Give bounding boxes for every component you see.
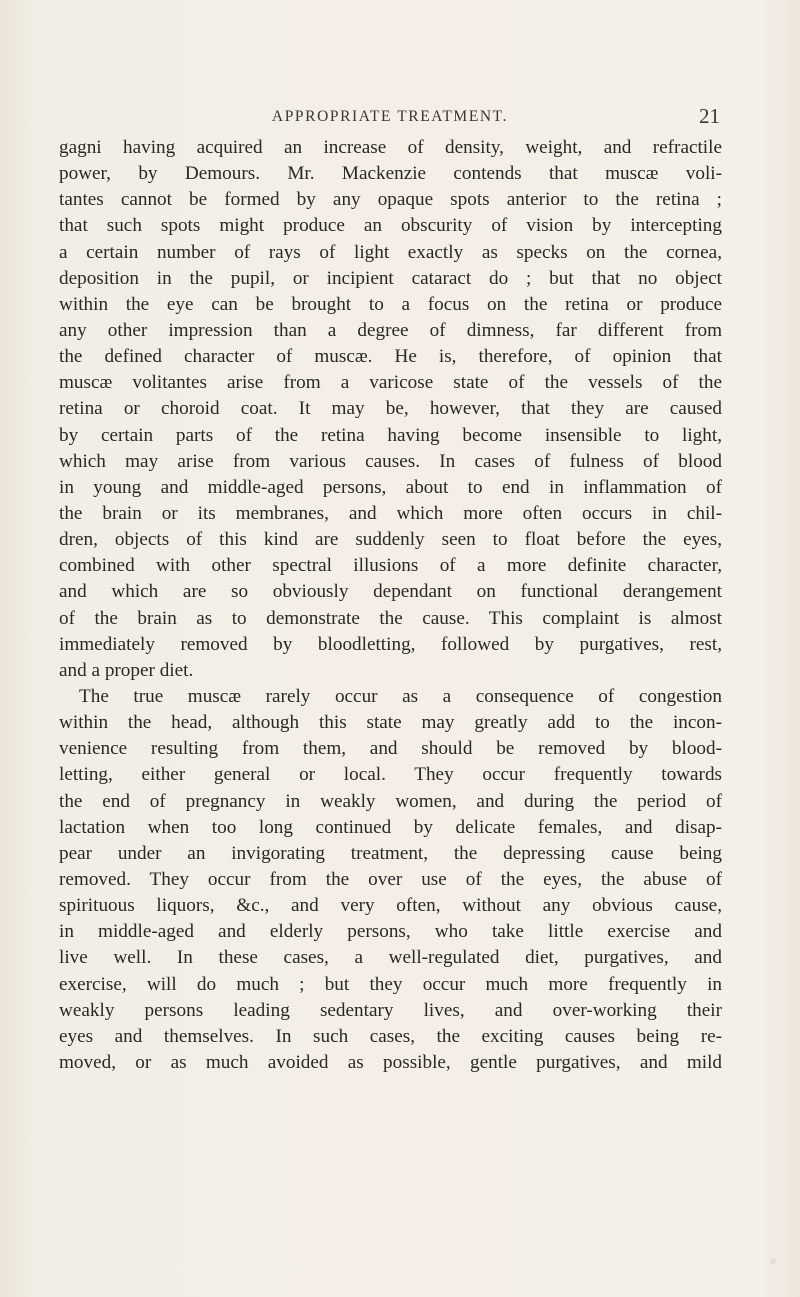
body-text [59, 135, 722, 1076]
text-line: muscæ volitantes arise from a varicose state of the vessels of the [59, 372, 722, 394]
text-line: exercise, will do much ; but they occur much more frequently in [59, 973, 722, 995]
text-line: in young and middle-aged persons, about to end in inflammation of [59, 476, 722, 498]
text-line: the end of pregnancy in weakly women, and during the period of [59, 790, 722, 812]
text-line: eyes and themselves. In such cases, the exciting causes being re- [59, 1025, 722, 1047]
text-line: pear under an invigorating treatment, the depressing cause being [59, 842, 722, 864]
text-line: by certain parts of the retina having become insensible to light, [59, 424, 722, 446]
text-line: spirituous liquors, &c., and very often, without any obvious cause, [59, 895, 722, 917]
paragraph-1 [59, 135, 722, 684]
text-line: in middle-aged and elderly persons, who take little exercise and [59, 921, 722, 943]
text-line: gagni having acquired an increase of density, weight, and refractile [59, 137, 722, 158]
text-line: tantes cannot be formed by any opaque spots anterior to the retina ; [59, 189, 722, 211]
text-line: dren, objects of this kind are suddenly seen to float before the eyes, [59, 529, 722, 551]
text-line: of the brain as to demonstrate the cause. This complaint is almost [59, 607, 722, 629]
text-line: lactation when too long continued by delicate females, and disap- [59, 816, 722, 838]
text-line: the defined character of muscæ. He is, therefore, of opinion that [59, 346, 722, 368]
text-line: the brain or its membranes, and which more often occurs in chil- [59, 502, 722, 524]
text-line: live well. In these cases, a well-regulated diet, purgatives, and [59, 947, 722, 969]
paragraph-2 [59, 684, 722, 1076]
text-line: immediately removed by bloodletting, followed by purgatives, rest, [59, 633, 722, 655]
text-line: power, by Demours. Mr. Mackenzie contends that muscæ voli- [59, 163, 722, 185]
text-line: within the eye can be brought to a focus on the retina or produce [59, 293, 722, 315]
text-line: which may arise from various causes. In cases of fulness of blood [59, 450, 722, 472]
text-line: moved, or as much avoided as possible, gentle purgatives, and mild [59, 1051, 722, 1073]
paper-spot [770, 1258, 776, 1264]
text-line: retina or choroid coat. It may be, however, that they are caused [59, 398, 722, 420]
text-line: letting, either general or local. They occur frequently towards [59, 764, 722, 786]
text-line: and a proper diet. [59, 659, 194, 681]
text-line: within the head, although this state may greatly add to the incon- [59, 712, 722, 734]
text-line: combined with other spectral illusions of a more definite character, [59, 555, 722, 577]
text-line: any other impression than a degree of dimness, far different from [59, 319, 722, 341]
text-line: venience resulting from them, and should be removed by blood- [59, 738, 722, 760]
running-head [60, 104, 720, 132]
text-line: that such spots might produce an obscurity of vision by intercepting [59, 215, 722, 237]
running-head-title: APPROPRIATE TREATMENT. [271, 108, 509, 125]
text-line: deposition in the pupil, or incipient cataract do ; but that no object [59, 267, 722, 289]
text-line: removed. They occur from the over use of the eyes, the abuse of [59, 868, 722, 890]
page-number: 21 [699, 104, 720, 128]
text-line: a certain number of rays of light exactly as specks on the cornea, [59, 241, 722, 263]
text-line: and which are so obviously dependant on functional derangement [59, 581, 722, 603]
text-line: weakly persons leading sedentary lives, and over-working their [59, 999, 722, 1021]
text-line: The true muscæ rarely occur as a consequence of congestion [79, 685, 722, 707]
